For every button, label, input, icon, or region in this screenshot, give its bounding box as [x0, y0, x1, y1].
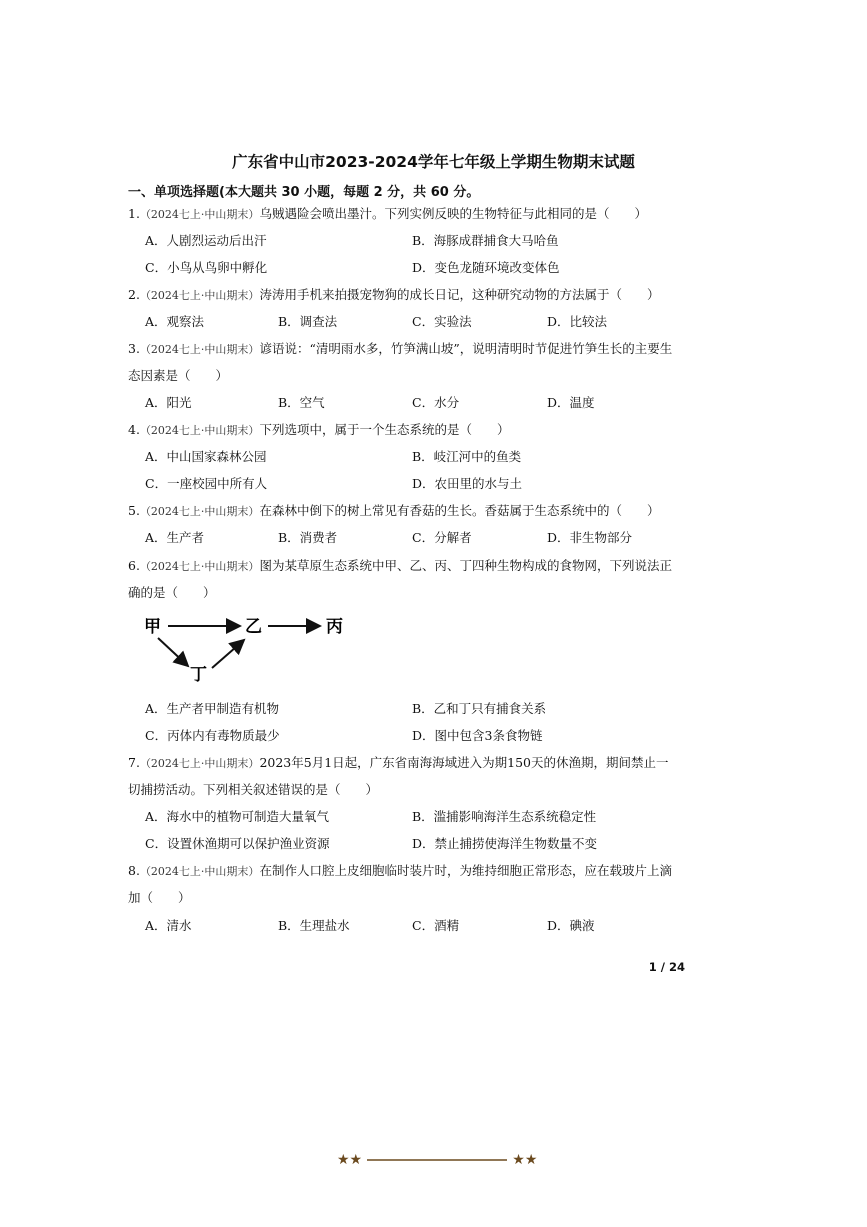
question-7	[128, 754, 669, 773]
option-d: D．温度	[547, 395, 595, 410]
question-number: 7.	[128, 755, 140, 770]
node-bing: 丙	[326, 617, 343, 637]
question-source: （2024七上·中山期末）	[139, 757, 260, 770]
question-source: （2024七上·中山期末）	[139, 505, 260, 518]
option-a: A．观察法	[145, 314, 205, 329]
question-text-cont: 态因素是（ ）	[128, 368, 229, 383]
question-2	[128, 286, 659, 305]
star-icon: ★★	[512, 1152, 538, 1168]
node-ding: 丁	[190, 665, 207, 685]
question-text: 在制作人口腔上皮细胞临时装片时，为维持细胞正常形态，应在载玻片上滴	[259, 863, 672, 878]
option-c: C．酒精	[412, 918, 460, 933]
option-d: D．禁止捕捞使海洋生物数量不变	[412, 836, 598, 851]
option-c: C．一座校园中所有人	[145, 476, 268, 491]
question-number: 1.	[128, 206, 140, 221]
node-yi: 乙	[245, 617, 262, 637]
question-number: 2.	[128, 287, 140, 302]
option-d: D．农田里的水与土	[412, 476, 523, 491]
question-4	[128, 421, 509, 440]
footer-decoration	[337, 1149, 537, 1168]
option-b: B．消费者	[278, 530, 338, 545]
option-d: D．非生物部分	[547, 530, 633, 545]
question-text: 乌贼遇险会喷出墨汁。下列实例反映的生物特征与此相同的是（ ）	[259, 206, 647, 221]
question-text: 涛涛用手机来拍摄宠物狗的成长日记，这种研究动物的方法属于（ ）	[259, 287, 660, 302]
option-b: B．生理盐水	[278, 918, 350, 933]
option-a: A．人剧烈运动后出汗	[145, 233, 267, 248]
question-text: 在森林中倒下的树上常见有香菇的生长。香菇属于生态系统中的（ ）	[259, 503, 660, 518]
option-c: C．小鸟从鸟卵中孵化	[145, 260, 268, 275]
option-c: C．设置休渔期可以保护渔业资源	[145, 836, 330, 851]
option-d: D．比较法	[547, 314, 608, 329]
option-b: B．乙和丁只有捕食关系	[412, 701, 547, 716]
question-text: 下列选项中，属于一个生态系统的是（ ）	[259, 422, 510, 437]
section-heading: 一、单项选择题(本大题共 30 小题，每题 2 分，共 60 分。	[128, 185, 480, 200]
option-a: A．生产者甲制造有机物	[145, 701, 280, 716]
option-c: C．分解者	[412, 530, 472, 545]
question-number: 5.	[128, 503, 140, 518]
question-number: 4.	[128, 422, 140, 437]
option-b: B．滥捕影响海洋生态系统稳定性	[412, 809, 597, 824]
question-5	[128, 502, 659, 521]
question-number: 3.	[128, 341, 140, 356]
option-a: A．中山国家森林公园	[145, 449, 267, 464]
divider-line	[367, 1157, 507, 1163]
option-a: A．阳光	[145, 395, 192, 410]
question-number: 8.	[128, 863, 140, 878]
option-a: A．海水中的植物可制造大量氧气	[145, 809, 330, 824]
food-web-diagram	[140, 610, 360, 690]
question-text: 2023年5月1日起，广东省南海海域进入为期150天的休渔期，期间禁止一	[259, 755, 669, 770]
option-c: C．水分	[412, 395, 460, 410]
option-b: B．调查法	[278, 314, 338, 329]
question-text-cont: 确的是（ ）	[128, 585, 216, 600]
option-c: C．丙体内有毒物质最少	[145, 728, 280, 743]
question-source: （2024七上·中山期末）	[139, 289, 260, 302]
node-jia: 甲	[144, 617, 161, 637]
option-d: D．碘液	[547, 918, 595, 933]
option-d: D．图中包含3条食物链	[412, 728, 543, 743]
page-title: 广东省中山市2023-2024学年七年级上学期生物期末试题	[232, 153, 635, 171]
question-source: （2024七上·中山期末）	[139, 865, 260, 878]
question-source: （2024七上·中山期末）	[139, 560, 260, 573]
question-1	[128, 205, 647, 224]
question-text-cont: 切捕捞活动。下列相关叙述错误的是（ ）	[128, 782, 379, 797]
star-icon: ★★	[337, 1152, 363, 1168]
option-b: B．海豚成群捕食大马哈鱼	[412, 233, 559, 248]
question-3	[128, 340, 672, 359]
option-b: B．岐江河中的鱼类	[412, 449, 522, 464]
question-6	[128, 557, 672, 576]
option-a: A．生产者	[145, 530, 205, 545]
page-number: 1 / 24	[648, 960, 685, 974]
question-source: （2024七上·中山期末）	[139, 343, 260, 356]
question-text-cont: 加（ ）	[128, 890, 191, 905]
arrow-jia-ding	[158, 638, 188, 666]
question-text: 图为某草原生态系统中甲、乙、丙、丁四种生物构成的食物网，下列说法正	[259, 558, 672, 573]
question-8	[128, 862, 672, 881]
question-number: 6.	[128, 558, 140, 573]
option-d: D．变色龙随环境改变体色	[412, 260, 560, 275]
option-c: C．实验法	[412, 314, 472, 329]
question-source: （2024七上·中山期末）	[139, 208, 260, 221]
option-a: A．清水	[145, 918, 192, 933]
arrow-ding-yi	[212, 640, 244, 668]
option-b: B．空气	[278, 395, 325, 410]
question-source: （2024七上·中山期末）	[139, 424, 260, 437]
question-text: 谚语说：“清明雨水多，竹笋满山坡”，说明清明时节促进竹笋生长的主要生	[259, 341, 673, 356]
